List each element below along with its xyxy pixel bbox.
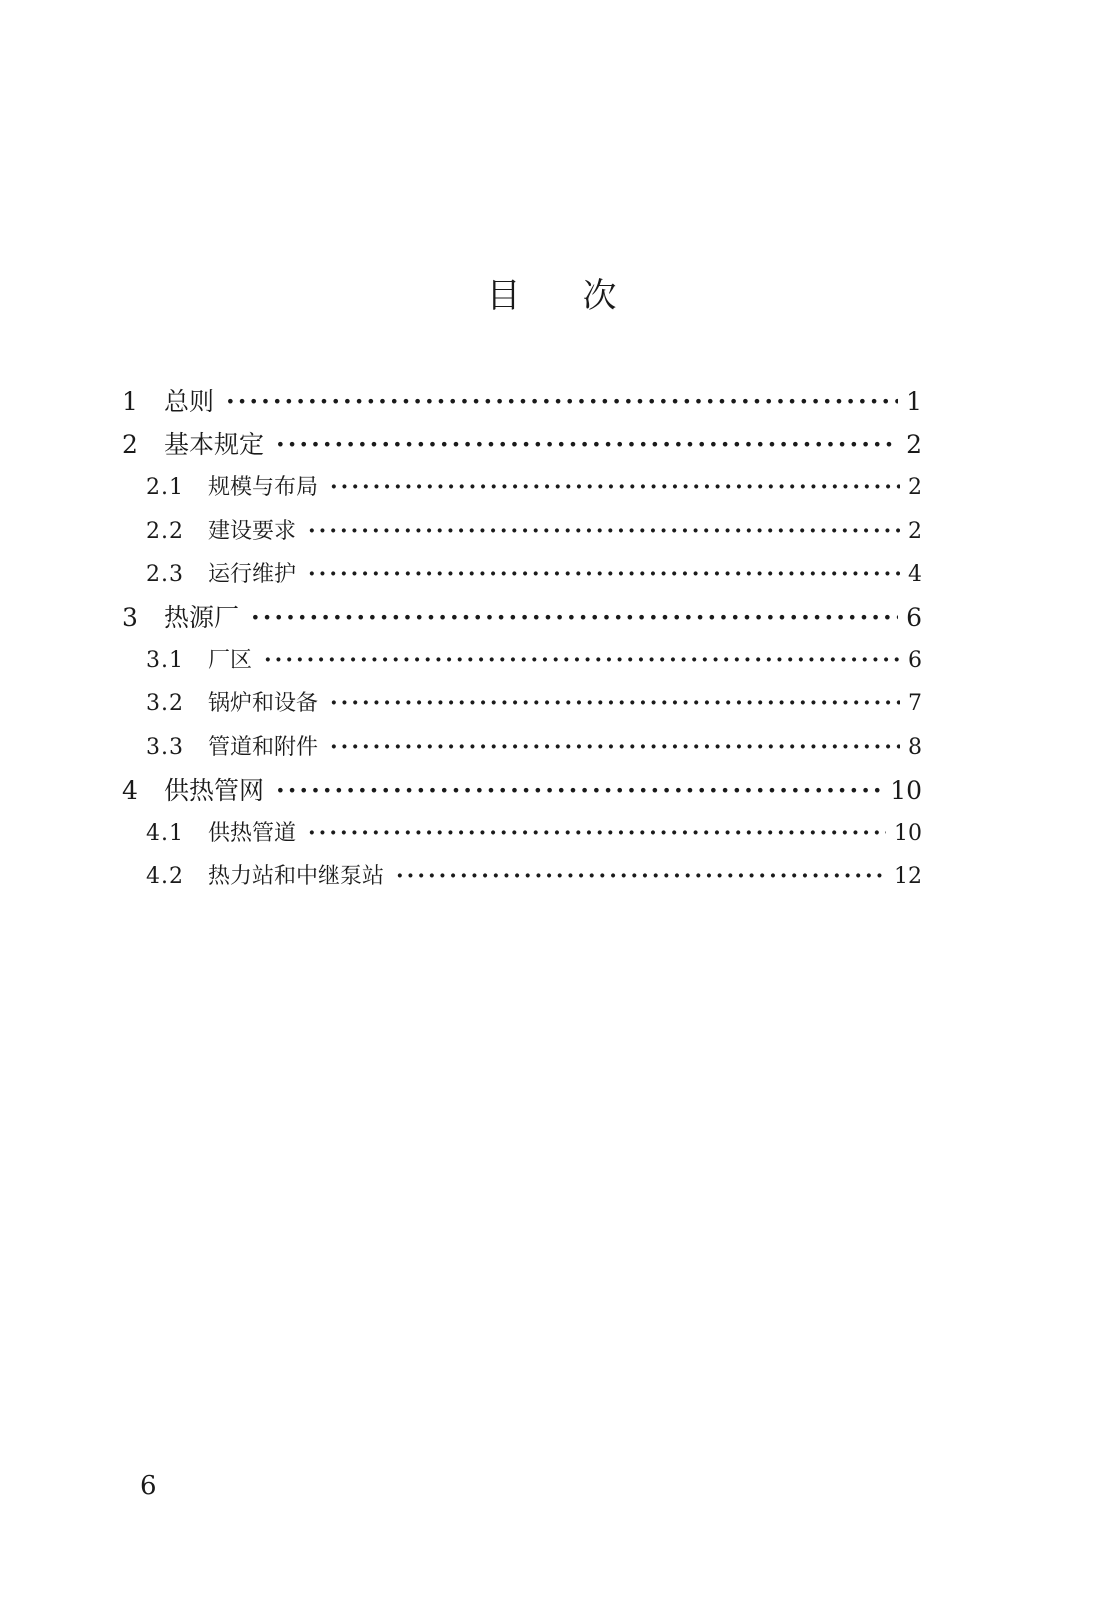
toc-entry-2-1[interactable] [122, 466, 922, 509]
toc-entry-page: 8 [908, 734, 922, 760]
toc-entry-page: 7 [908, 691, 922, 717]
toc-entry-page: 2 [906, 430, 922, 460]
toc-leader-dots [226, 380, 898, 423]
toc-entry-number: 3.2 [146, 691, 184, 717]
toc-entry-number: 2.1 [146, 475, 184, 501]
toc-entry-2[interactable] [122, 423, 922, 466]
toc-entry-label: 供热管网 [164, 775, 265, 805]
toc-entry-page: 6 [908, 648, 922, 674]
toc-entry-number: 3.3 [146, 734, 184, 760]
toc-entry-label: 锅炉和设备 [208, 691, 319, 717]
toc-entry-3[interactable] [122, 596, 922, 639]
toc-entry-number: 2.3 [146, 561, 184, 587]
toc-leader-dots [330, 466, 900, 509]
toc-entry-2-3[interactable] [122, 553, 922, 596]
toc-entry-3-2[interactable] [122, 682, 922, 725]
toc-entry-label: 厂区 [208, 648, 253, 674]
toc-leader-dots [276, 423, 898, 466]
toc-entry-label: 供热管道 [208, 820, 297, 846]
toc-entry-label: 管道和附件 [208, 734, 319, 760]
title-char-2: 次 [582, 276, 617, 316]
toc-leader-dots [251, 596, 898, 639]
toc-entry-number: 4 [122, 775, 138, 805]
toc-leader-dots [264, 639, 900, 682]
toc-entry-number: 2 [122, 430, 138, 460]
toc-entry-label: 规模与布局 [208, 475, 319, 501]
toc-entry-page: 2 [908, 475, 922, 501]
toc-leader-dots [308, 553, 900, 596]
toc-entry-page: 12 [894, 864, 922, 890]
toc-leader-dots [308, 812, 886, 855]
toc-entry-number: 4.1 [146, 820, 184, 846]
toc-leader-dots [330, 726, 900, 769]
toc-entry-page: 1 [906, 387, 922, 416]
toc-entry-label: 运行维护 [208, 561, 297, 587]
toc-entry-page: 10 [894, 820, 922, 846]
title-char-1: 目 [486, 276, 521, 316]
toc-entry-page: 2 [908, 518, 922, 544]
toc-leader-dots [308, 510, 900, 553]
toc-entry-label: 基本规定 [164, 430, 265, 460]
toc-leader-dots [396, 855, 886, 898]
toc-entry-label: 总则 [164, 387, 215, 416]
toc-entry-1[interactable] [122, 380, 922, 423]
toc-entry-number: 2.2 [146, 518, 184, 544]
toc-entry-4[interactable] [122, 769, 922, 812]
toc-leader-dots [330, 682, 900, 725]
toc-entry-3-1[interactable] [122, 639, 922, 682]
toc-entry-label: 建设要求 [208, 518, 297, 544]
toc-entry-3-3[interactable] [122, 726, 922, 769]
toc-entry-label: 热力站和中继泵站 [208, 864, 385, 890]
page-title [0, 274, 1103, 318]
table-of-contents [122, 380, 922, 898]
toc-entry-number: 3 [122, 602, 138, 632]
toc-entry-page: 4 [908, 561, 922, 587]
toc-entry-4-1[interactable] [122, 812, 922, 855]
toc-entry-2-2[interactable] [122, 510, 922, 553]
toc-entry-4-2[interactable] [122, 855, 922, 898]
toc-leader-dots [276, 769, 882, 812]
toc-entry-page: 10 [890, 775, 922, 805]
page-number: 6 [140, 1471, 157, 1501]
toc-entry-number: 3.1 [146, 648, 184, 674]
toc-entry-number: 1 [122, 387, 138, 416]
toc-entry-label: 热源厂 [164, 602, 240, 632]
toc-entry-page: 6 [906, 602, 922, 632]
toc-entry-number: 4.2 [146, 864, 184, 890]
